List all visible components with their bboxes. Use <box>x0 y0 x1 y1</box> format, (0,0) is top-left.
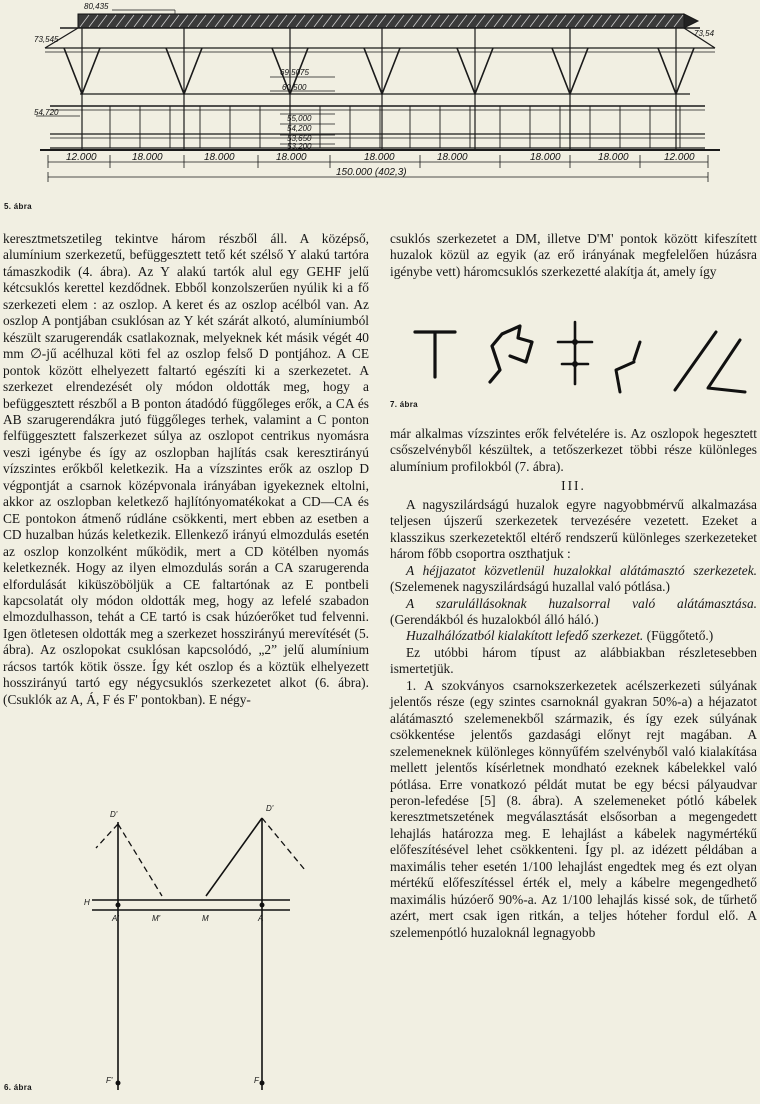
right-paragraph-after-figure: már alkalmas vízszintes erők felvételére is. Az oszlopok hegesztett csőszelvényből készültek, a tetőszerkezet többi része különleges alumínium profilokból (7. ábra). <box>390 426 757 474</box>
figure-5-drawing <box>0 0 760 222</box>
span-label: 18.000 <box>364 152 395 163</box>
section-intro: A nagyszilárdságú huzalok egyre nagyobbmérvű alkalmazása teljesen újszerű szerkezetek tervezésére vezetett. Ezeket a klasszikus szerkezetektől eltérő rendszerű különleges szerkezeteket három főbb csoportra oszthatjuk : <box>390 496 757 562</box>
figure-6-caption: 6. ábra <box>4 1083 32 1092</box>
elevation-label: 54,200 <box>287 124 312 133</box>
list-item <box>390 596 757 629</box>
section-heading: III. <box>561 478 586 494</box>
span-label: 18.000 <box>437 152 468 163</box>
elevation-label: 73,54 <box>694 29 715 38</box>
figure-7 <box>390 312 757 412</box>
elevation-label: 80,435 <box>84 2 109 11</box>
right-paragraph-top: csuklós szerkezetet a DM, illetve D'M' pontok között kifeszített huzalok közül az egyik (az erő irányának megfelelően húzásra igénybe vett) háromcsuklós szerkezetté alakítja át, amely így <box>390 231 757 279</box>
left-column <box>3 231 369 708</box>
span-label: 12.000 <box>66 152 97 163</box>
left-paragraph: keresztmetszetileg tekintve három részből áll. A középső, alumínium szerkezetű, befüggesztett tető két szélső Y alakú tartóra támaszkodik (4. ábra). Az Y alakú tartók alul egy GEHF jelű kétcsuklós kerettel kezdődnek. Ebből konzolszerűen nyúlik ki a fő szerkezeti elem : az oszlop. A keret és az oszlop acélból van. Az oszlop A pontjában csuklósan az Y két szárát alkotó, alumíniumból készült szarugerendák csatlakoznak, melyeknek két másik végét 40 mm ∅-jű acélhuzal köti fel az oszlop felső D pontjához. A CE pontok között elhelyezett faltartó egészíti ki a szerkezetet. A szerkezet elrendezését oly módon oldották meg, hogy a befüggesztett részből a B ponton átadódó függőleges erők, a CA és AB szarugerendákra jutó függőleges terhek, valamint a C ponton felfüggesztett falszerkezet súlya az oszlopot centrikus nyomásra veszi igénybe és így az oszlopban hajlítás csak keresztirányú vízszintes erőkből keletkezik. Ha a vízszintes erők az oszlop D végpontját a csarnok középvonala irányában igyekeznek eltolni, akkor az oszlopban keletkező hajlítónyomatékokat a CD—CA és CE pontokon átmenő rúdláne csökkenti, mert ebben az esetben a CD huzalban húzás keletkezik. Ellenkező irányú elmozdulás esetén az oszlop konzolként működik, mert a CD kötélben nyomás keletkeznék. Hogy az ilyen elmozdulás során a CA szarugerenda elfordulását kiküszöböljük a CE faltartónak az E pontbeli kapcsolatát oly módon oldották meg, hogy az lefelé szabadon elmozdulhasson, tehát a CE tartó is csak húzóerőket tud felvenni. Igen ötletesen oldották meg a szerkezet hosszirányú merevítését (5. ábra). Az oszlopokat csuklósan kapcsolódó, „2” jelű alumínium rácsos tartók kötik össze. Így két oszlop és a köztük elhelyezett hosszirányú tartó egy négycsuklós szerkezetet alkot (6. ábra). (Csuklók az A, Á, F és F' pontokban). E négy- <box>3 231 369 707</box>
t-profile-icon <box>415 332 455 377</box>
figure-5-caption: 5. ábra <box>4 202 32 211</box>
point-label: M <box>202 914 209 923</box>
l-profile-icon <box>708 340 745 392</box>
long-angle-profile-icon <box>675 332 716 390</box>
figure-7-drawing <box>390 312 757 412</box>
total-length-label: 150.000 (402,3) <box>336 167 407 178</box>
point-label: M' <box>152 914 161 923</box>
point-label: F <box>254 1076 259 1085</box>
point-label: A <box>258 914 264 923</box>
after-list-paragraph: Ez utóbbi három típust az alábbiakban részletesebben ismertetjük. <box>390 644 757 677</box>
point-label: A' <box>112 914 119 923</box>
elevation-label: 53,650 <box>287 134 312 143</box>
figure-7-caption: 7. ábra <box>390 400 418 409</box>
z-profile-icon <box>490 326 532 382</box>
point-label: F' <box>106 1076 113 1085</box>
point-label: D' <box>266 804 274 813</box>
span-label: 18.000 <box>132 152 163 163</box>
list-item <box>390 563 757 596</box>
list-item-title: A szarulállásoknak huzalsorral való alátámasztása. <box>406 595 757 611</box>
point-label: D' <box>110 810 118 819</box>
cross-profile-icon <box>558 322 592 384</box>
span-label: 12.000 <box>664 152 695 163</box>
list-item <box>390 628 757 644</box>
right-column-bottom <box>390 426 757 941</box>
figure-5 <box>0 0 760 222</box>
elevation-label: 53,200 <box>287 142 312 151</box>
span-label: 18.000 <box>204 152 235 163</box>
list-item-text: (Gerendákból és huzalokból álló háló.) <box>390 611 599 627</box>
angle-profile-icon <box>616 342 640 392</box>
elevation-label: 73,545 <box>34 35 59 44</box>
span-label: 18.000 <box>530 152 561 163</box>
elevation-label: 69,5075 <box>280 68 309 77</box>
elevation-label: 60,500 <box>282 83 307 92</box>
list-item-title: Huzalhálózatból kialakított lefedő szerkezet. <box>406 628 644 644</box>
list-item-title: A héjjazatot közvetlenül huzalokkal alátámasztó szerkezetek. <box>406 562 757 578</box>
figure-6-drawing <box>0 800 370 1100</box>
final-paragraph: 1. A szokványos csarnokszerkezetek acélszerkezeti súlyának jelentős része (egy szintes csarnoknál gyakran 50%-a) a héjazatot alátámasztó szelemenekből származik, és így ezek súlyának csökkentése jelentős gazdasági előnyt rejt magában. A szelemeneknek különleges könnyűfém szelvényből való kialakítása mellett jelentős kísérletnek mondható ezeknek kábelekkel való pótlása. Erre vonatkozó példát mutat be egy bécsi pályaudvar peron-lefedése [5] (8. ábra). A szelemeneket pótló kábelek keresztmetszetének megválasztását elsősorban a megengedett lehajlás határozza meg. E lehajlást a kábelek nagymértékű előfeszítésével lehet csökkenteni. Így pl. az idézett példában a maximális teher esetén 1/100 lehajlást engedtek meg és ezt olyan mértékű előfeszítéssel érték el, mely a kábelre megengedhető maximális húzóerő 90%-a. Az 1/100 lehajlás kissé sok, de tűrhető azért, mert csak igen ritkán, a teljes hóteher fordul elő. A szelemenpótló huzaloknál legnagyobb <box>390 677 757 940</box>
span-label: 18.000 <box>276 152 307 163</box>
list-item-text: (Szelemenek nagyszilárdságú huzallal való pótlása.) <box>390 579 670 595</box>
elevation-label: 54,720 <box>34 108 59 117</box>
list-item-text: (Függőtető.) <box>643 628 714 644</box>
elevation-label: 55,000 <box>287 114 312 123</box>
right-column-top <box>390 231 757 280</box>
point-label: H <box>84 898 90 907</box>
span-label: 18.000 <box>598 152 629 163</box>
figure-6 <box>0 800 370 1100</box>
